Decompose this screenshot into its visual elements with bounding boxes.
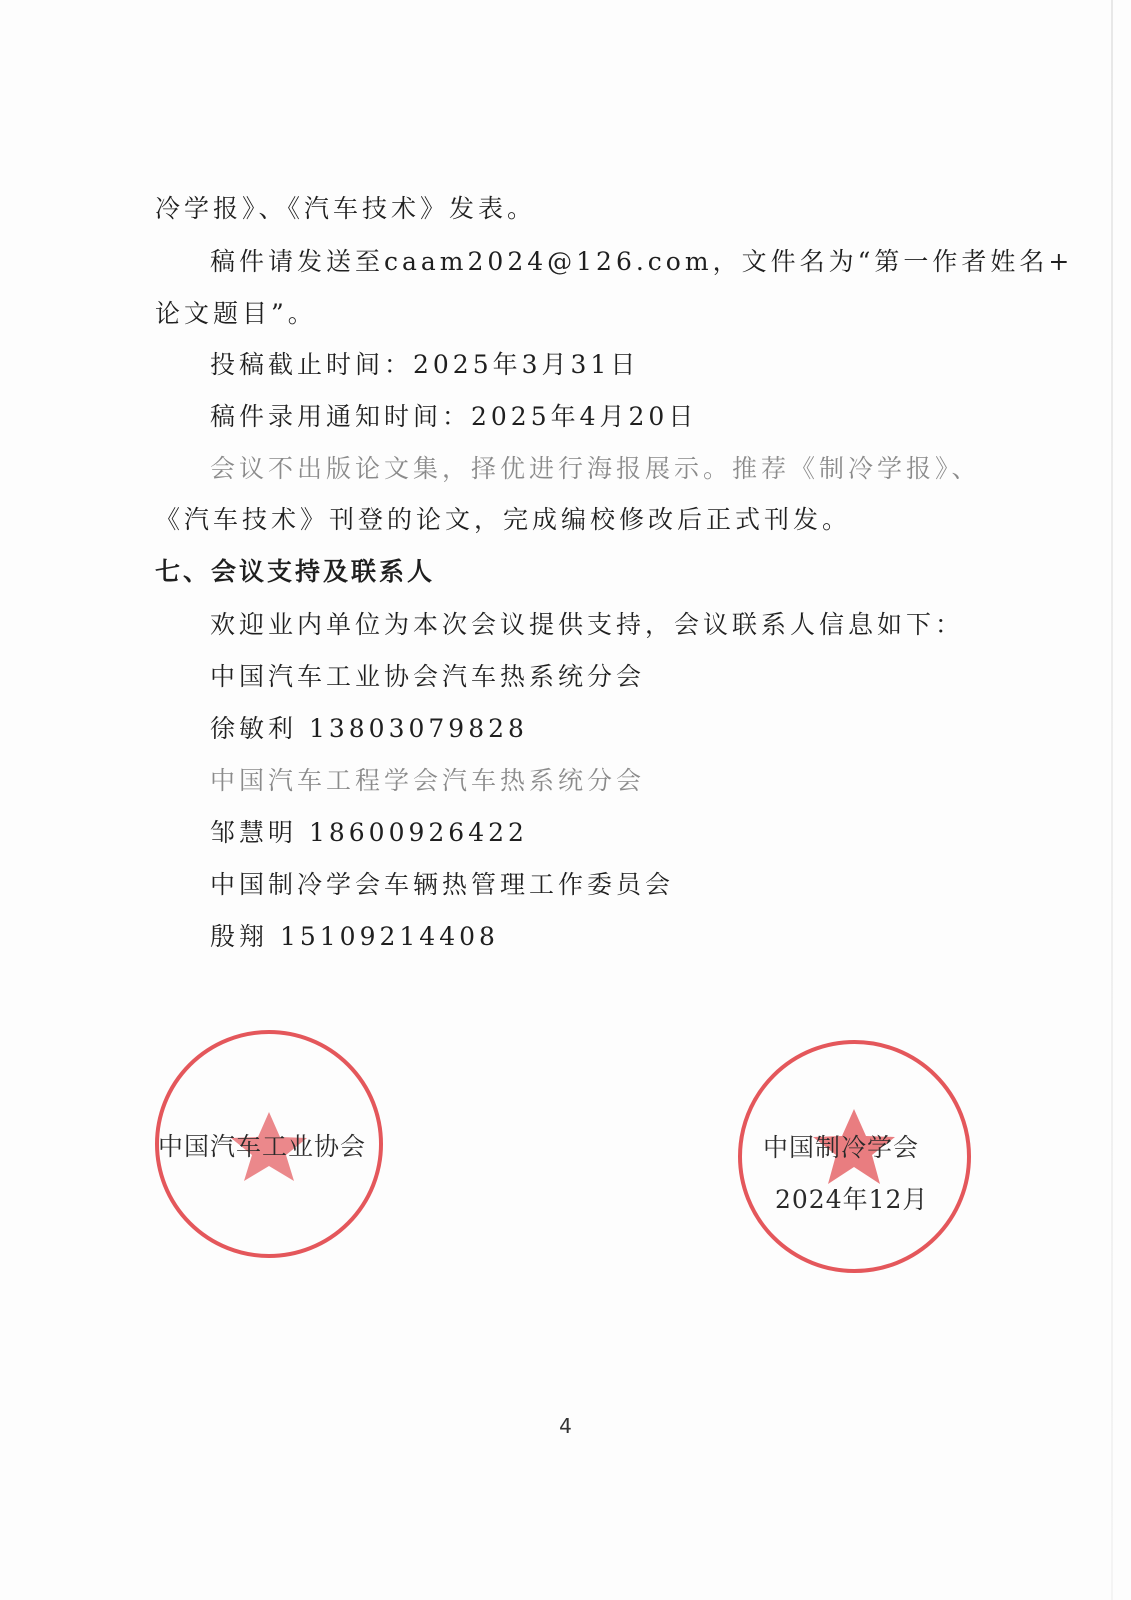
submission-deadline: 投稿截止时间：2025年3月31日 [210, 350, 640, 379]
support-intro: 欢迎业内单位为本次会议提供支持，会议联系人信息如下： [210, 610, 965, 639]
contact-org: 中国汽车工业协会汽车热系统分会 [210, 662, 646, 691]
section-heading: 七、会议支持及联系人 [155, 557, 436, 586]
paragraph-email: 稿件请发送至caam2024@126.com，文件名为“第一作者姓名+ [210, 247, 1074, 276]
paragraph-proceedings-cont: 《汽车技术》刊登的论文，完成编校修改后正式刊发。 [155, 505, 852, 534]
signature-date: 2024年12月 [775, 1185, 929, 1214]
acceptance-notice-date: 稿件录用通知时间：2025年4月20日 [210, 402, 698, 431]
page-number: 4 [559, 1414, 572, 1438]
paragraph-email-cont: 论文题目”。 [155, 299, 317, 328]
contact-person: 邹慧明 18600926422 [210, 818, 528, 847]
right-signature-org: 中国制冷学会 [763, 1133, 920, 1162]
contact-org: 中国汽车工程学会汽车热系统分会 [210, 766, 646, 795]
scan-edge [1111, 0, 1113, 1600]
left-signature-org: 中国汽车工业协会 [158, 1132, 367, 1161]
paragraph-proceedings: 会议不出版论文集，择优进行海报展示。推荐《制冷学报》、 [210, 454, 981, 483]
contact-org: 中国制冷学会车辆热管理工作委员会 [210, 870, 675, 899]
paragraph-journals: 冷学报》、《汽车技术》发表。 [155, 194, 537, 223]
contact-person: 徐敏利 13803079828 [210, 714, 528, 743]
contact-person: 殷翔 15109214408 [210, 922, 499, 951]
